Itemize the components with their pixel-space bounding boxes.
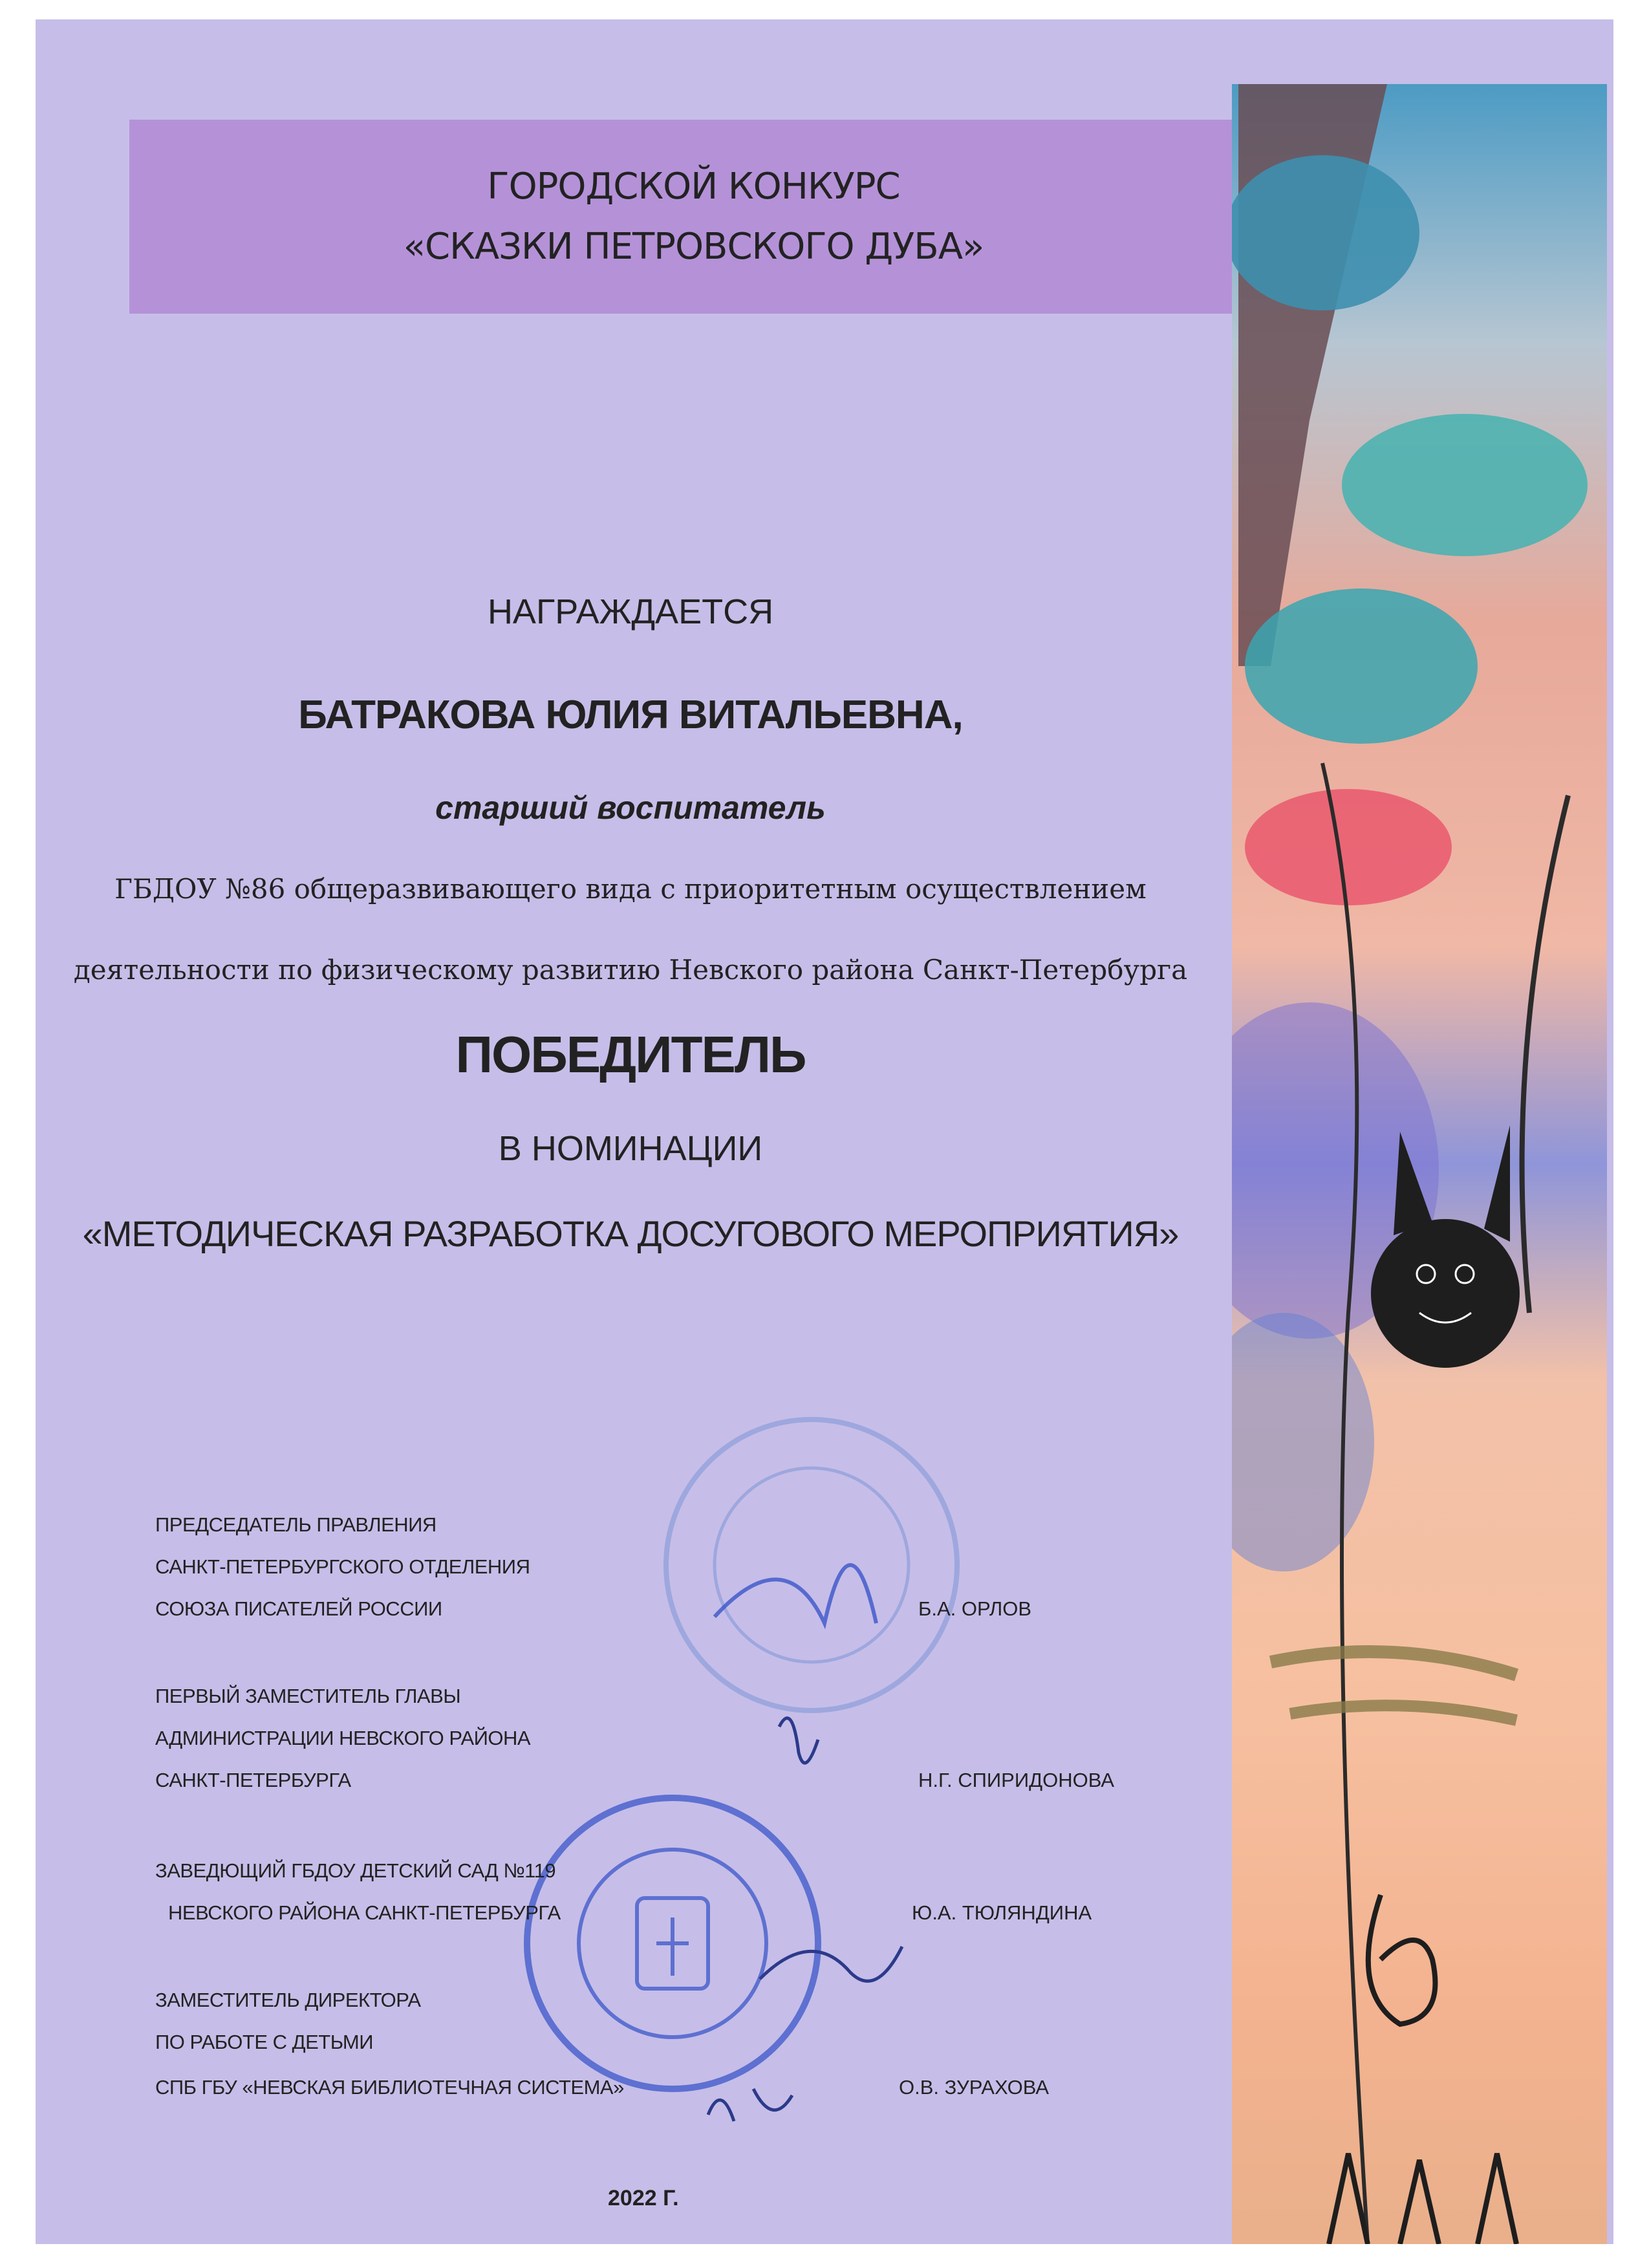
signatory-4-title-line-3: СПБ ГБУ «НЕВСКАЯ БИБЛИОТЕЧНАЯ СИСТЕМА» xyxy=(155,2076,624,2099)
signatory-2-title-line-1: ПЕРВЫЙ ЗАМЕСТИТЕЛЬ ГЛАВЫ xyxy=(155,1685,461,1707)
organization-line-1: ГБДОУ №86 общеразвивающего вида с приоритетным осуществлением xyxy=(114,873,1147,905)
signatory-1-title-line-3: СОЮЗА ПИСАТЕЛЕЙ РОССИИ xyxy=(155,1597,442,1620)
awarded-label: НАГРАЖДАЕТСЯ xyxy=(487,592,774,631)
signatory-4-name: О.В. ЗУРАХОВА xyxy=(899,2076,1050,2099)
nomination-label: В НОМИНАЦИИ xyxy=(498,1129,763,1168)
signatory-3-name: Ю.А. ТЮЛЯНДИНА xyxy=(912,1901,1092,1924)
signatory-1-title-line-2: САНКТ-ПЕТЕРБУРГСКОГО ОТДЕЛЕНИЯ xyxy=(155,1555,530,1578)
signatory-1-name: Б.А. ОРЛОВ xyxy=(918,1597,1032,1620)
certificate-year: 2022 Г. xyxy=(608,2186,679,2210)
recipient-name: БАТРАКОВА ЮЛИЯ ВИТАЛЬЕВНА, xyxy=(298,693,963,737)
signatory-3-title-line-1: ЗАВЕДЮЩИЙ ГБДОУ ДЕТСКИЙ САД №119 xyxy=(155,1859,556,1882)
signatory-4-title-line-2: ПО РАБОТЕ С ДЕТЬМИ xyxy=(155,2031,373,2053)
contest-name: «СКАЗКИ ПЕТРОВСКОГО ДУБА» xyxy=(403,226,984,268)
signatory-3-title-line-2: НЕВСКОГО РАЙОНА САНКТ-ПЕТЕРБУРГА xyxy=(168,1901,561,1924)
winner-title: ПОБЕДИТЕЛЬ xyxy=(455,1026,806,1083)
signatory-4-title-line-1: ЗАМЕСТИТЕЛЬ ДИРЕКТОРА xyxy=(155,1989,421,2011)
certificate-sheet xyxy=(36,19,1613,2244)
organization-line-2: деятельности по физическому развитию Невского района Санкт-Петербурга xyxy=(73,954,1188,986)
recipient-position: старший воспитатель xyxy=(435,790,826,826)
writers-union-stamp xyxy=(656,1410,967,1720)
signatory-2-name: Н.Г. СПИРИДОНОВА xyxy=(918,1769,1115,1791)
signatory-2-title-line-3: САНКТ-ПЕТЕРБУРГА xyxy=(155,1769,351,1791)
decorative-artwork xyxy=(1232,84,1607,2244)
header-banner xyxy=(129,120,1258,314)
signatory-1-title-line-1: ПРЕДСЕДАТЕЛЬ ПРАВЛЕНИЯ xyxy=(155,1513,436,1536)
nomination-title: «МЕТОДИЧЕСКАЯ РАЗРАБОТКА ДОСУГОВОГО МЕРОПРИЯТИЯ» xyxy=(82,1213,1179,1254)
signatory-2-title-line-2: АДМИНИСТРАЦИИ НЕВСКОГО РАЙОНА xyxy=(155,1727,531,1749)
contest-title: ГОРОДСКОЙ КОНКУРС xyxy=(487,166,900,208)
